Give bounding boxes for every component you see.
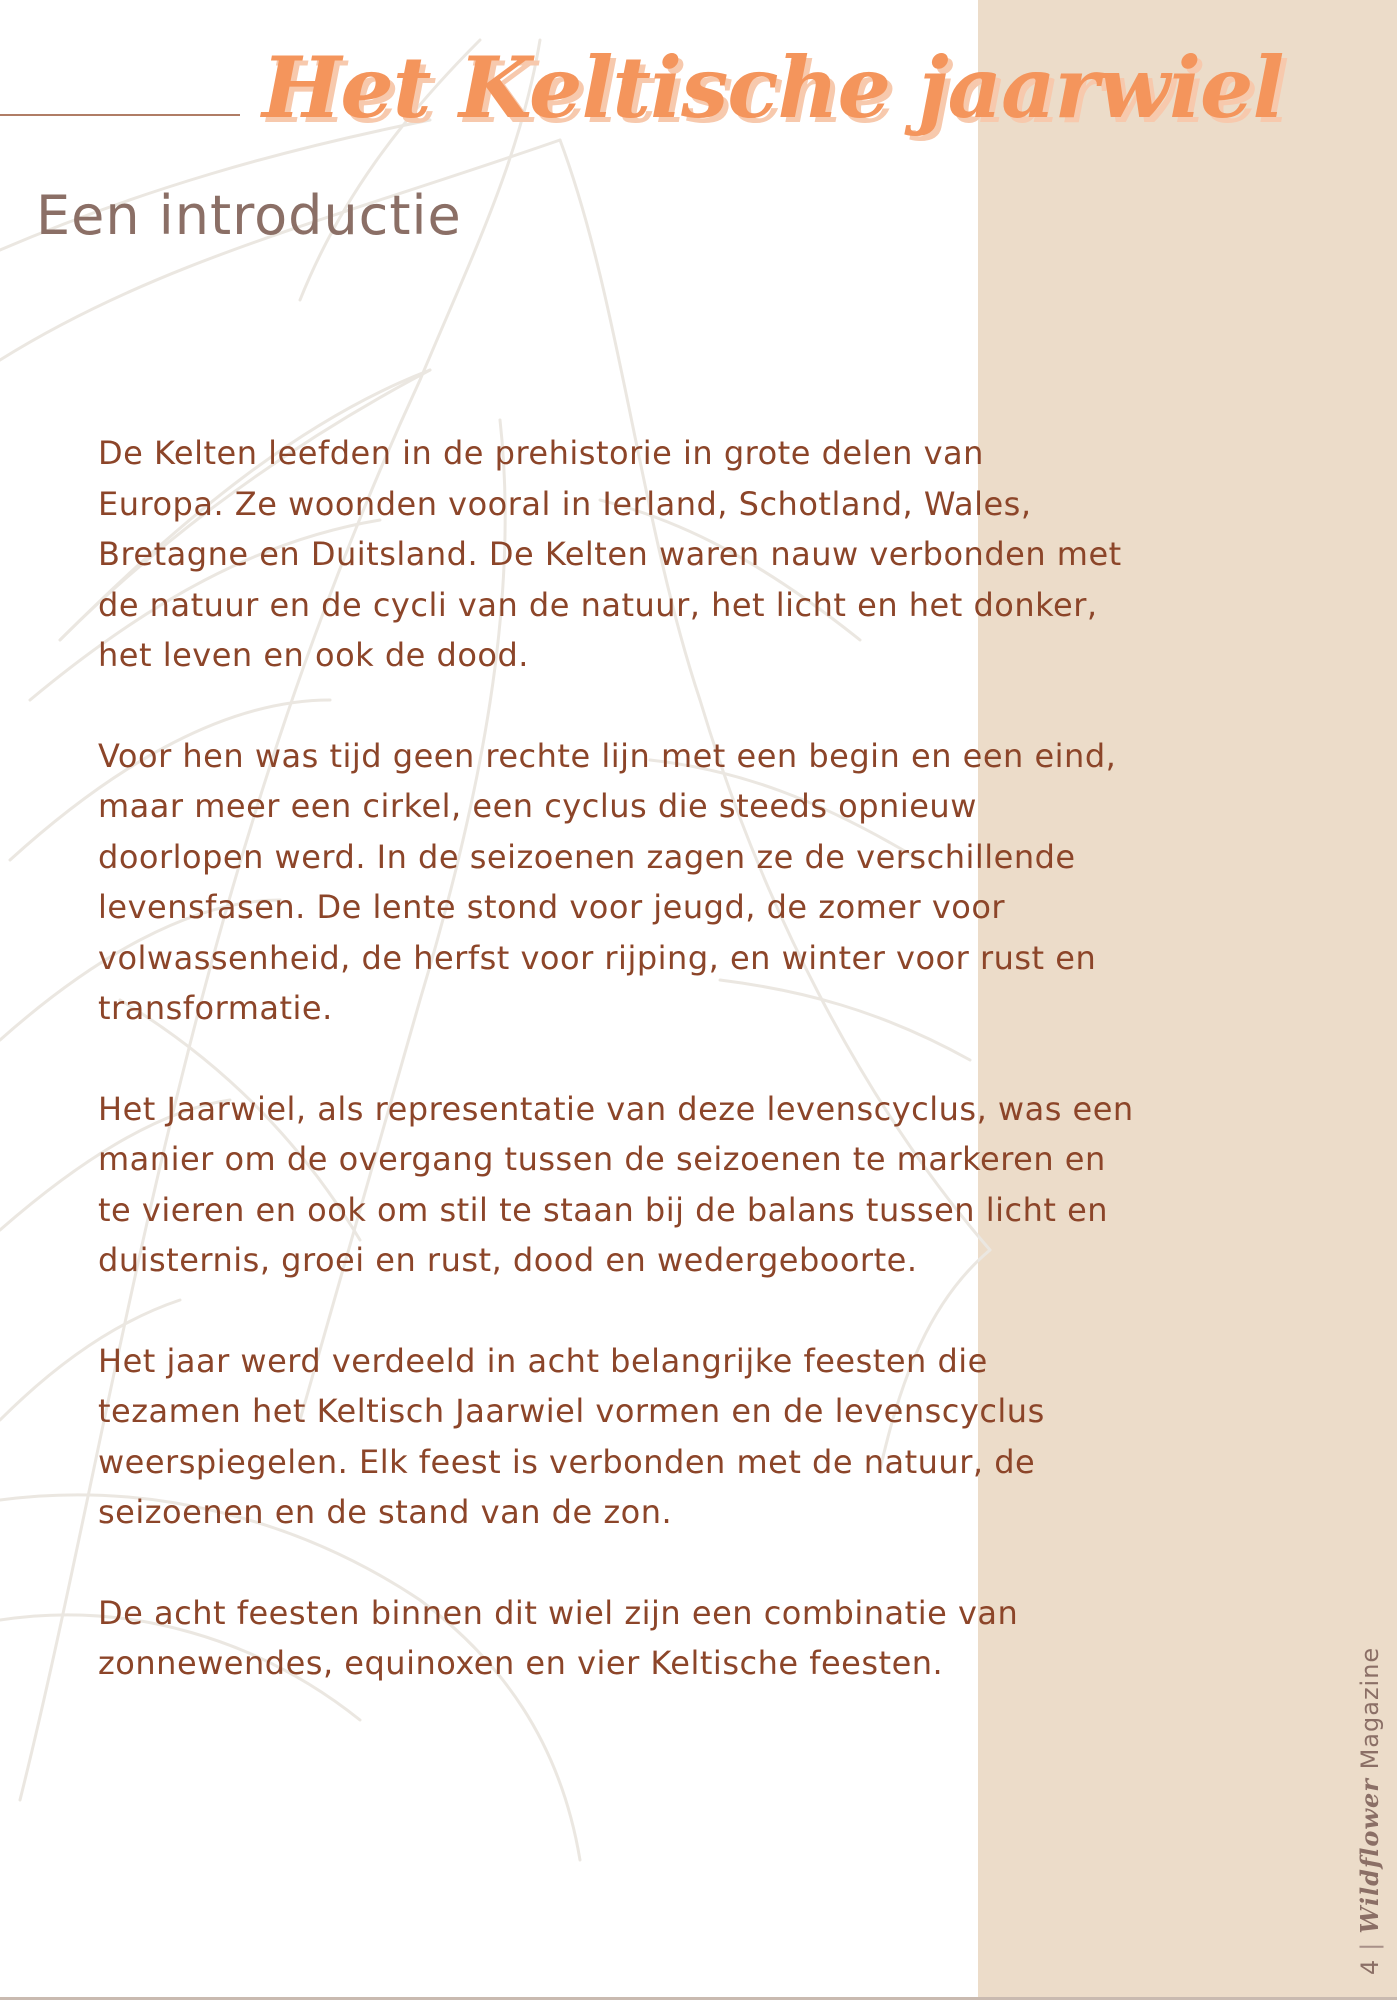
text-line: De Kelten leefden in de prehistorie in grote delen van: [98, 434, 984, 472]
text-line: Voor hen was tijd geen rechte lijn met een begin en een eind,: [98, 736, 1117, 775]
text-line: De acht feesten binnen dit wiel zijn een combinatie van: [98, 1593, 1019, 1632]
text-line: Bretagne en Duitsland. De Kelten waren nauw verbonden met: [98, 535, 1122, 573]
page-title: Het Keltische jaarwiel: [262, 38, 1284, 137]
text-line: Europa. Ze woonden vooral in Ierland, Schotland, Wales,: [98, 484, 1032, 523]
text-line: maar meer een cirkel, een cyclus die steeds opnieuw: [98, 787, 977, 825]
article-paragraph: [98, 1084, 1338, 1286]
text-line: zonnewendes, equinoxen en vier Keltische feesten.: [98, 1644, 944, 1682]
magazine-suffix: Magazine: [1356, 1646, 1384, 1770]
article-paragraph: [98, 1336, 1338, 1538]
text-line: seizoenen en de stand van de zon.: [98, 1493, 673, 1531]
text-line: weerspiegelen. Elk feest is verbonden met de natuur, de: [98, 1442, 1036, 1481]
text-line: Het jaar werd verdeeld in acht belangrijke feesten die: [98, 1341, 988, 1380]
footer-separator: |: [1356, 1941, 1384, 1951]
text-line: manier om de overgang tussen de seizoenen te markeren en: [98, 1140, 1106, 1178]
article-paragraph: [98, 1588, 1338, 1689]
article-paragraph: [98, 731, 1338, 1034]
text-line: volwassenheid, de herfst voor rijping, en winter voor rust en: [98, 938, 1097, 977]
page-number: 4: [1356, 1958, 1384, 1975]
article-paragraph: [98, 428, 1338, 681]
text-line: de natuur en de cycli van de natuur, het licht en het donker,: [98, 585, 1098, 624]
page-footer: [1355, 1647, 1384, 1975]
text-line: transformatie.: [98, 989, 333, 1027]
text-line: levensfasen. De lente stond voor jeugd, de zomer voor: [98, 888, 1006, 926]
text-line: Het Jaarwiel, als representatie van deze levenscyclus, was een: [98, 1089, 1134, 1128]
magazine-brand: Wildflower: [1355, 1778, 1384, 1934]
text-line: te vieren en ook om stil te staan bij de balans tussen licht en: [98, 1190, 1109, 1229]
article-body: [98, 428, 1338, 1739]
text-line: doorlopen werd. In de seizoenen zagen ze de verschillende: [98, 837, 1076, 876]
text-line: het leven en ook de dood.: [98, 636, 529, 674]
page-subtitle: Een introductie: [36, 184, 462, 247]
title-rule: [0, 114, 240, 116]
text-line: duisternis, groei en rust, dood en wedergeboorte.: [98, 1241, 918, 1279]
text-line: tezamen het Keltisch Jaarwiel vormen en de levenscyclus: [98, 1392, 1045, 1430]
